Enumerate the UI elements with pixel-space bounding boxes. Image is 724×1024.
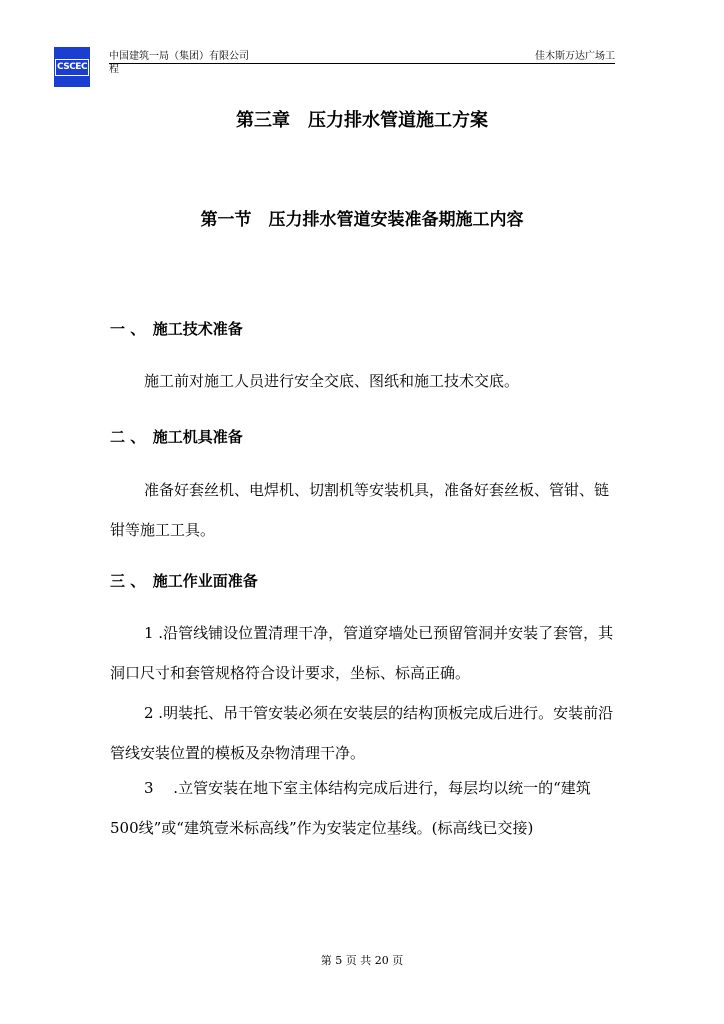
section-title: 第一节 压力排水管道安装准备期施工内容 [200, 210, 524, 230]
chapter-title: 第三章 压力排水管道施工方案 [236, 110, 488, 131]
header-project: 佳木斯万达广场工 [535, 51, 615, 62]
heading-1: 一 、 施工技术准备 [110, 320, 243, 338]
header-company-wrap: 程 [109, 64, 119, 75]
paragraph-3-2: 2 .明装托、吊干管安装必须在安装层的结构顶板完成后进行。安装前沿管线安装位置的模板及杂物清理干净。 [110, 704, 614, 762]
paragraph-2: 准备好套丝机、电焊机、切割机等安装机具，准备好套丝板、管钳、链钳等施工工具。 [110, 481, 610, 539]
paragraph-3-3: 3 .立管安装在地下室主体结构完成后进行，每层均以统一的“建筑500线”或“建筑壹米标高线”作为安装定位基线。(标高线已交接) [110, 779, 591, 837]
heading-3: 三 、 施工作业面准备 [110, 572, 258, 590]
header-rule [109, 63, 615, 64]
paragraph-1: 施工前对施工人员进行安全交底、图纸和施工技术交底。 [144, 372, 520, 390]
page-footer: 第 5 页 共 20 页 [320, 954, 404, 967]
heading-2: 二 、 施工机具准备 [110, 428, 243, 446]
company-logo [54, 47, 90, 87]
header-company-name: 中国建筑一局（集团）有限公司 [109, 51, 249, 62]
logo-text: CSCEC [55, 59, 89, 76]
paragraph-3-1: 1 .沿管线铺设位置清理干净，管道穿墙处已预留管洞并安装了套管，其洞口尺寸和套管规格符合设计要求，坐标、标高正确。 [110, 624, 614, 682]
